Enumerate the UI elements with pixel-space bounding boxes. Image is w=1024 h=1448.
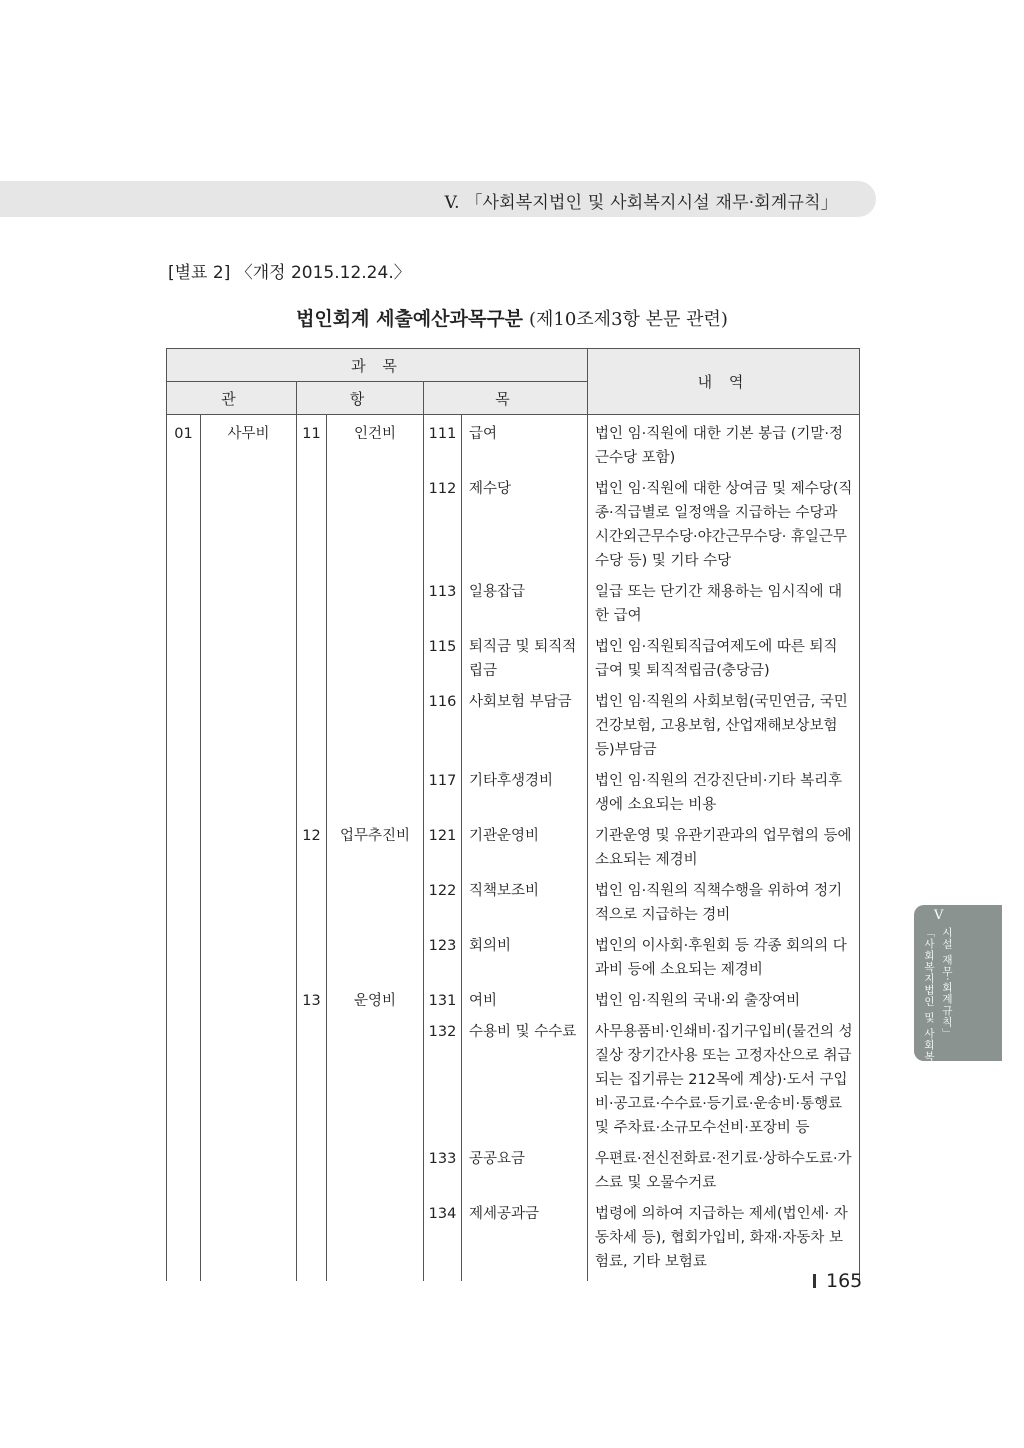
hang-code-cell: [297, 934, 327, 989]
table-row: [167, 934, 860, 989]
budget-subject-table: [166, 348, 860, 1281]
hang-code-cell: [297, 690, 327, 769]
mok-code-cell: 111: [424, 415, 462, 478]
chapter-header-band: [0, 181, 876, 217]
mok-code-cell: 116: [424, 690, 462, 769]
gwan-code-cell: [167, 824, 201, 879]
mok-code-cell: 132: [424, 1020, 462, 1147]
hang-name-cell: [327, 1020, 424, 1147]
mok-code-cell: 121: [424, 824, 462, 879]
gwan-name-cell: [201, 879, 297, 934]
mok-name-cell: 여비: [462, 989, 588, 1020]
hang-code-cell: 12: [297, 824, 327, 879]
mok-code-cell: 123: [424, 934, 462, 989]
detail-cell: 법인 임·직원의 사회보험(국민연금, 국민건강보험, 고용보험, 산업재해보상보험 등)부담금: [588, 690, 860, 769]
table-row: [167, 1147, 860, 1202]
mok-name-cell: 수용비 및 수수료: [462, 1020, 588, 1147]
hang-name-cell: [327, 690, 424, 769]
mok-code-cell: 113: [424, 580, 462, 635]
gwan-name-cell: [201, 934, 297, 989]
table-title-sub: (제10조제3항 본문 관련): [528, 309, 728, 330]
gwan-code-cell: [167, 690, 201, 769]
mok-name-cell: 일용잡급: [462, 580, 588, 635]
hang-name-cell: 업무추진비: [327, 824, 424, 879]
gwan-code-cell: [167, 580, 201, 635]
mok-code-cell: 133: [424, 1147, 462, 1202]
gwan-code-cell: [167, 477, 201, 580]
detail-cell: 사무용품비·인쇄비·집기구입비(물건의 성질상 장기간사용 또는 고정자산으로 취급되는 집기류는 212목에 계상)·도서 구입비·공고료·수수료·등기료·운송비·통행료 및 주차료·소규모수선비·포장비 등: [588, 1020, 860, 1147]
table-row: [167, 1202, 860, 1281]
page-number-bar: [813, 1274, 816, 1288]
mok-code-cell: 117: [424, 769, 462, 824]
hang-name-cell: [327, 879, 424, 934]
side-tab-text-1: 시설 재무·회계규칙」: [941, 927, 953, 1040]
gwan-name-cell: [201, 580, 297, 635]
detail-cell: 일급 또는 단기간 채용하는 임시직에 대한 급여: [588, 580, 860, 635]
header-subject: 과 목: [167, 349, 588, 382]
hang-name-cell: [327, 1202, 424, 1281]
hang-code-cell: [297, 1147, 327, 1202]
gwan-name-cell: 사무비: [201, 415, 297, 478]
detail-cell: 법인의 이사회·후원회 등 각종 회의의 다과비 등에 소요되는 제경비: [588, 934, 860, 989]
hang-name-cell: [327, 934, 424, 989]
gwan-code-cell: [167, 1147, 201, 1202]
gwan-name-cell: [201, 769, 297, 824]
chapter-header-title: [445, 188, 838, 213]
mok-name-cell: 급여: [462, 415, 588, 478]
mok-code-cell: 115: [424, 635, 462, 690]
detail-cell: 기관운영 및 유관기관과의 업무협의 등에 소요되는 제경비: [588, 824, 860, 879]
gwan-name-cell: [201, 1020, 297, 1147]
mok-name-cell: 제세공과금: [462, 1202, 588, 1281]
gwan-name-cell: [201, 690, 297, 769]
mok-name-cell: 직책보조비: [462, 879, 588, 934]
table-row: [167, 879, 860, 934]
hang-code-cell: [297, 635, 327, 690]
detail-cell: 법령에 의하여 지급하는 제세(법인세· 자동차세 등), 협회가입비, 화재·자동차 보험료, 기타 보험료: [588, 1202, 860, 1281]
mok-name-cell: 사회보험 부담금: [462, 690, 588, 769]
gwan-code-cell: 01: [167, 415, 201, 478]
gwan-name-cell: [201, 1202, 297, 1281]
header-detail: 내 역: [588, 349, 860, 415]
header-mok: 목: [424, 382, 588, 415]
table-row: [167, 635, 860, 690]
hang-name-cell: 인건비: [327, 415, 424, 478]
mok-code-cell: 122: [424, 879, 462, 934]
mok-name-cell: 퇴직금 및 퇴직적립금: [462, 635, 588, 690]
mok-name-cell: 회의비: [462, 934, 588, 989]
hang-name-cell: [327, 635, 424, 690]
hang-code-cell: 11: [297, 415, 327, 478]
detail-cell: 우편료·전신전화료·전기료·상하수도료·가스료 및 오물수거료: [588, 1147, 860, 1202]
hang-name-cell: [327, 580, 424, 635]
table-row: [167, 690, 860, 769]
gwan-code-cell: [167, 989, 201, 1020]
mok-code-cell: 131: [424, 989, 462, 1020]
detail-cell: 법인 임·직원의 국내·외 출장여비: [588, 989, 860, 1020]
chapter-title-text: 「사회복지법인 및 사회복지시설 재무·회계규칙」: [465, 193, 838, 213]
gwan-code-cell: [167, 934, 201, 989]
hang-code-cell: [297, 879, 327, 934]
hang-code-cell: [297, 1202, 327, 1281]
gwan-name-cell: [201, 1147, 297, 1202]
detail-cell: 법인 임·직원의 건강진단비·기타 복리후생에 소요되는 비용: [588, 769, 860, 824]
detail-cell: 법인 임·직원의 직책수행을 위하여 정기적으로 지급하는 경비: [588, 879, 860, 934]
gwan-name-cell: [201, 989, 297, 1020]
hang-name-cell: [327, 1147, 424, 1202]
mok-name-cell: 제수당: [462, 477, 588, 580]
table-row: [167, 824, 860, 879]
gwan-code-cell: [167, 1202, 201, 1281]
gwan-code-cell: [167, 879, 201, 934]
table-row: [167, 769, 860, 824]
table-row: [167, 477, 860, 580]
table-row: [167, 989, 860, 1020]
hang-name-cell: [327, 769, 424, 824]
table-row: [167, 580, 860, 635]
gwan-name-cell: [201, 824, 297, 879]
mok-code-cell: 134: [424, 1202, 462, 1281]
table-row: [167, 415, 860, 478]
mok-code-cell: 112: [424, 477, 462, 580]
table-title: [0, 304, 1024, 331]
hang-code-cell: 13: [297, 989, 327, 1020]
hang-name-cell: [327, 477, 424, 580]
page-number-text: 165: [826, 1270, 863, 1292]
mok-name-cell: 공공요금: [462, 1147, 588, 1202]
mok-name-cell: 기관운영비: [462, 824, 588, 879]
detail-cell: 법인 임·직원퇴직급여제도에 따른 퇴직 급여 및 퇴직적립금(충당금): [588, 635, 860, 690]
mok-name-cell: 기타후생경비: [462, 769, 588, 824]
appendix-table-label: [별표 2] 〈개정 2015.12.24.〉: [168, 263, 411, 283]
gwan-code-cell: [167, 1020, 201, 1147]
table-title-main: 법인회계 세출예산과목구분: [296, 308, 523, 330]
side-tab-roman: V: [934, 908, 944, 923]
detail-cell: 법인 임·직원에 대한 상여금 및 제수당(직종·직급별로 일정액을 지급하는 수당과 시간외근무수당·야간근무수당· 휴일근무수당 등) 및 기타 수당: [588, 477, 860, 580]
hang-code-cell: [297, 477, 327, 580]
hang-name-cell: 운영비: [327, 989, 424, 1020]
hang-code-cell: [297, 1020, 327, 1147]
chapter-roman-numeral: V.: [444, 193, 460, 213]
chapter-side-tab: [914, 905, 1002, 1074]
hang-code-cell: [297, 580, 327, 635]
header-hang: 항: [297, 382, 424, 415]
gwan-code-cell: [167, 769, 201, 824]
header-gwan: 관: [167, 382, 297, 415]
table-body: [167, 415, 860, 1282]
table-row: [167, 1020, 860, 1147]
page-number: [813, 1270, 862, 1292]
gwan-name-cell: [201, 477, 297, 580]
hang-code-cell: [297, 769, 327, 824]
detail-cell: 법인 임·직원에 대한 기본 봉급 (기말·정근수당 포함): [588, 415, 860, 478]
gwan-code-cell: [167, 635, 201, 690]
side-tab-text-2: 「사회복지법인 및 사회복지: [923, 927, 935, 1074]
gwan-name-cell: [201, 635, 297, 690]
